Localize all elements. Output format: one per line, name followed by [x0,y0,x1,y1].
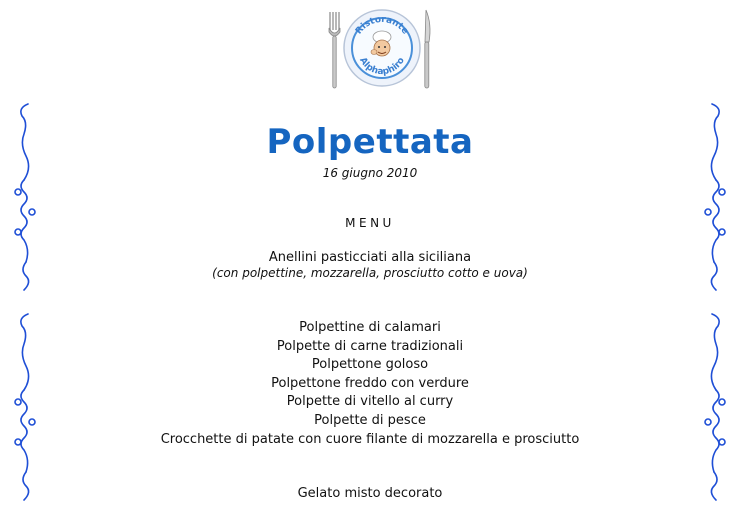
logo-text-top: Ristorante [354,14,411,37]
restaurant-logo [322,4,442,94]
main-dish: Polpettone goloso [311,357,429,373]
left-ornamental-border [12,100,40,520]
event-date: 16 giugno 2010 [322,166,418,180]
menu-heading: MENU [345,216,395,230]
page-title: Polpettata [266,122,474,162]
fork-icon [329,12,340,88]
main-dishes-list [0,319,740,449]
main-dish: Polpettone freddo con verdure [271,375,469,391]
right-ornamental-border [700,100,728,520]
knife-icon [425,10,430,88]
plate-logo-icon [344,10,420,86]
dessert-dish: Gelato misto decorato [297,486,443,501]
main-dish: Polpette di vitello al curry [286,394,454,410]
starter-dish: Anellini pasticciati alla siciliana [268,250,472,265]
main-dish: Crocchette di patate con cuore filante di mozzarella e prosciutto [160,431,580,447]
main-dish: Polpettine di calamari [299,320,441,335]
logo-text-bottom: Alphaphiro [357,55,407,78]
main-dish: Polpette di carne tradizionali [276,338,464,354]
starter-dish-note: (con polpettine, mozzarella, prosciutto cotto e uova) [212,266,528,280]
main-dish: Polpette di pesce [314,412,426,428]
